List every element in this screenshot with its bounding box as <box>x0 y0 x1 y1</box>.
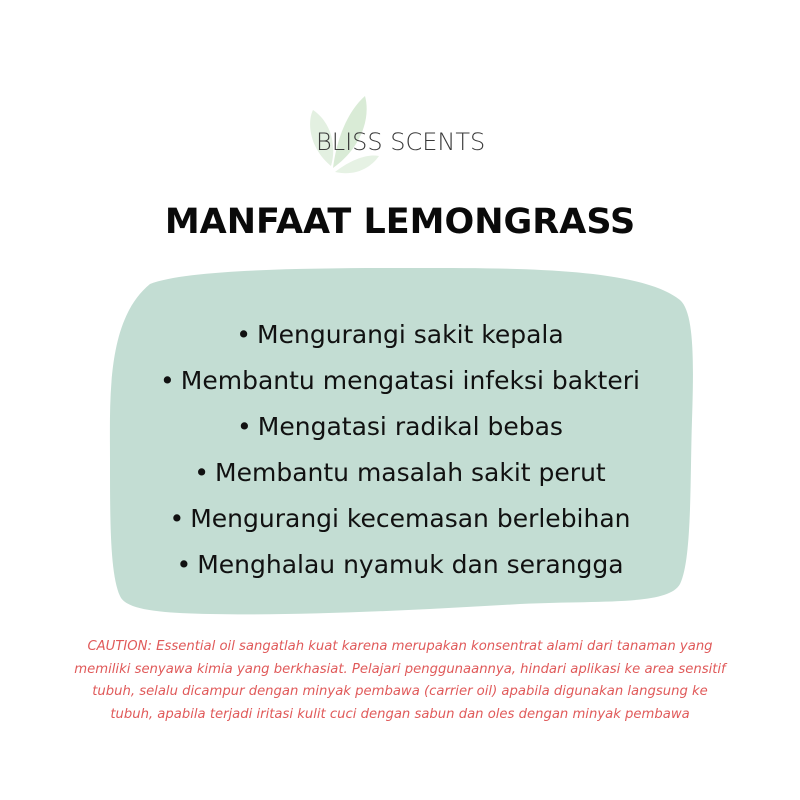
list-item: • Mengurangi sakit kepala <box>236 320 564 349</box>
brand-name: BLISS SCENTS <box>316 128 486 156</box>
list-item: • Mengatasi radikal bebas <box>237 412 563 441</box>
page-title: MANFAAT LEMONGRASS <box>164 202 636 242</box>
list-item: • Menghalau nyamuk dan serangga <box>176 550 624 579</box>
caution-note: CAUTION: Essential oil sangatlah kuat karena merupakan konsentrat alami dari tanaman yang memiliki senyawa kimia yang berkhasiat. Pelajari penggunaannya, hindari aplikasi ke area sensitif tubuh, selalu dicampur dengan minyak pembawa (carrier oil) apabila digunakan langsung ke tubuh, apabila terjadi iritasi kulit cuci dengan sabun dan oles dengan minyak pembawa <box>74 639 726 722</box>
list-item: • Membantu masalah sakit perut <box>194 458 606 487</box>
list-item: • Membantu mengatasi infeksi bakteri <box>160 366 640 395</box>
benefits-list <box>115 312 685 588</box>
list-item: • Mengurangi kecemasan berlebihan <box>169 504 631 533</box>
